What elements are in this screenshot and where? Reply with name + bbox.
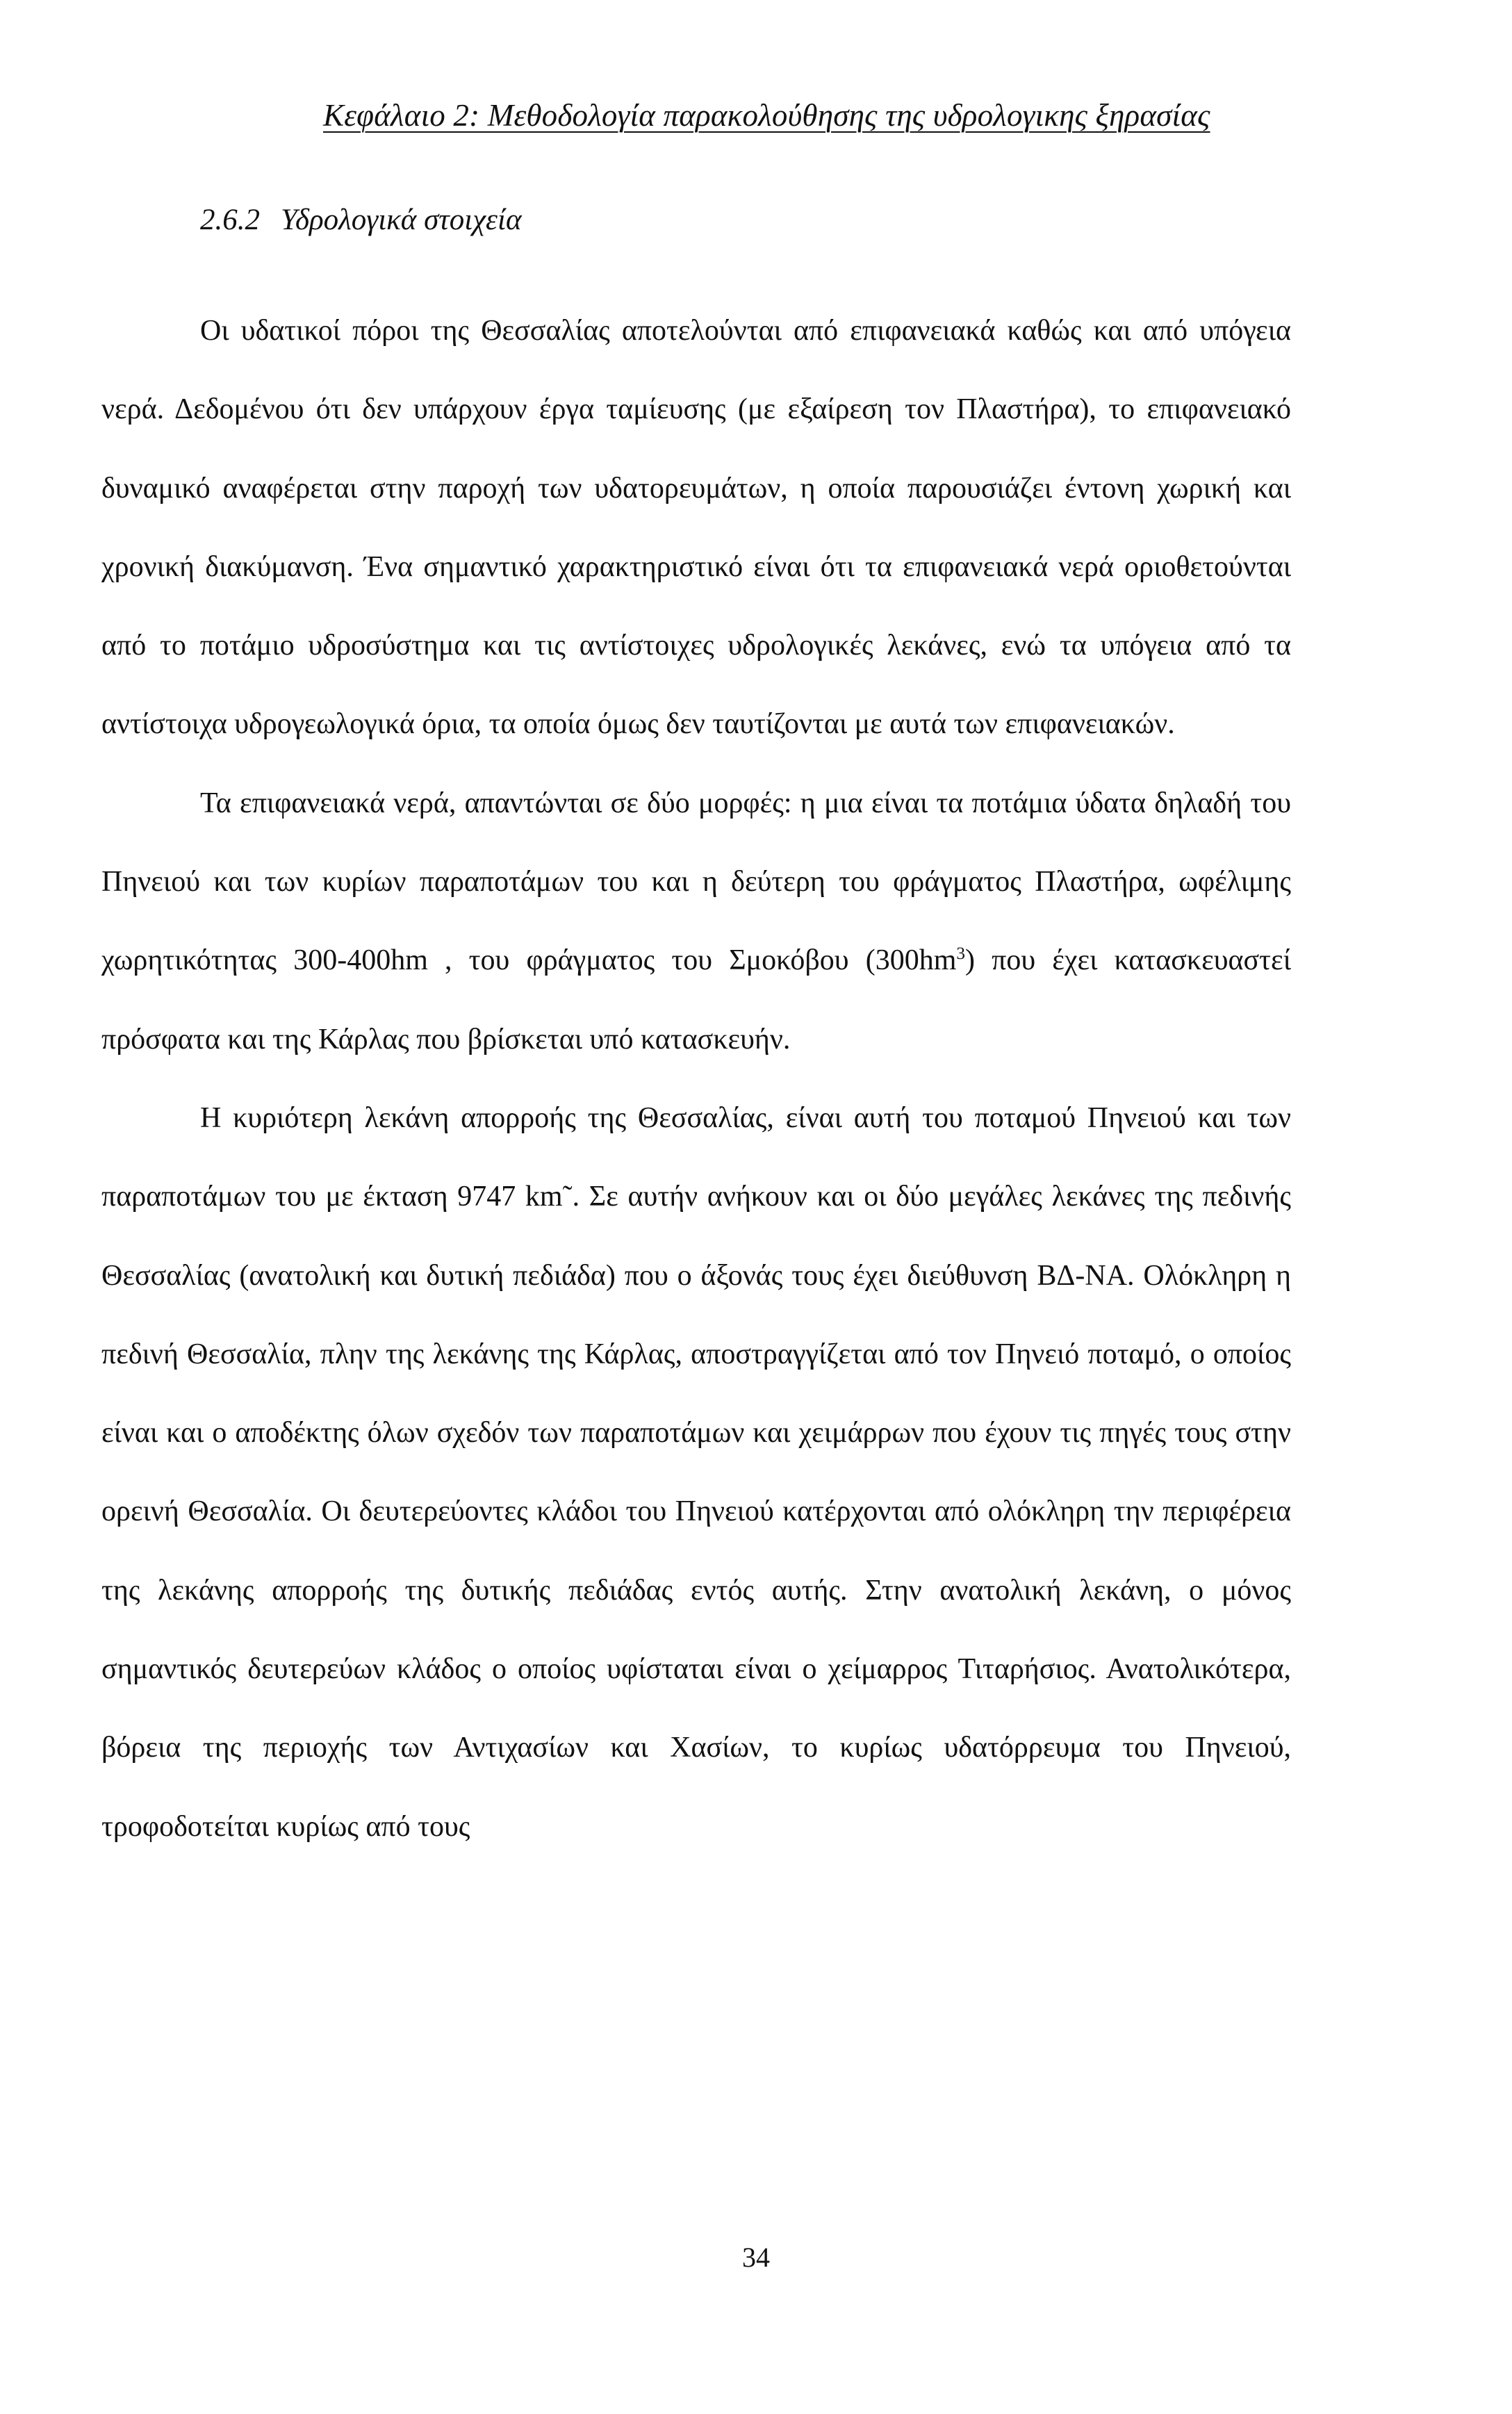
chapter-header: Κεφάλαιο 2: Μεθοδολογία παρακολούθησης της υδρολογικης ξηρασίας	[323, 98, 1210, 133]
page-number: 34	[742, 2242, 770, 2273]
section-number: 2.6.2	[200, 204, 260, 236]
section-heading	[200, 203, 522, 237]
paragraph-water-resources: Οι υδατικοί πόροι της Θεσσαλίας αποτελούνται από επιφανειακά καθώς και από υπόγεια νερά. Δεδομένου ότι δεν υπάρχουν έργα ταμίευσης (με εξαίρεση τον Πλαστήρα), το επιφανειακό δυναμικό αναφέρεται στην παροχή των υδατορευμάτων, η οποία παρουσιάζει έντονη χωρική και χρονική διακύμανση. Ένα σημαντικό χαρακτηριστικό είναι ότι τα επιφανειακά νερά οριοθετούνται από το ποτάμιο υδροσύστημα και τις αντίστοιχες υδρολογικές λεκάνες, ενώ τα υπόγεια από τα αντίστοιχα υδρογεωλογικά όρια, τα οποία όμως δεν ταυτίζονται με αυτά των επιφανειακών.	[101, 315, 1291, 741]
section-title: Υδρολογικά στοιχεία	[281, 204, 522, 236]
superscript: 3	[956, 944, 965, 964]
paragraph-drainage-basin: Η κυριότερη λεκάνη απορροής της Θεσσαλίας, είναι αυτή του ποταμού Πηνειού και των παραποτάμων του με έκταση 9747 km˜. Σε αυτήν ανήκουν και οι δύο μεγάλες λεκάνες της πεδινής Θεσσαλίας (ανατολική και δυτική πεδιάδα) που ο άξονάς τους έχει διεύθυνση ΒΔ-ΝΑ. Ολόκληρη η πεδινή Θεσσαλία, πλην της λεκάνης της Κάρλας, αποστραγγίζεται από τον Πηνειό ποταμό, ο οποίος είναι και ο αποδέκτης όλων σχεδόν των παραποτάμων και χειμάρρων που έχουν τις πηγές τους στην ορεινή Θεσσαλία. Οι δευτερεύοντες κλάδοι του Πηνειού κατέρχονται από ολόκληρη την περιφέρεια της λεκάνης απορροής της δυτικής πεδιάδας εντός αυτής. Στην ανατολική λεκάνη, ο μόνος σημαντικός δευτερεύων κλάδος ο οποίος υφίσταται είναι ο χείμαρρος Τιταρήσιος. Ανατολικότερα, βόρεια της περιοχής των Αντιχασίων και Χασίων, το κυρίως υδατόρρευμα του Πηνειού, τροφοδοτείται κυρίως από τους	[101, 1101, 1291, 1843]
body-text	[101, 292, 1291, 1866]
paragraph-text: Τα επιφανειακά νερά, απαντώνται σε δύο μορφές: η μια είναι τα ποτάμια ύδατα δηλαδή του Πηνειού και των κυρίων παραποτάμων του και η δεύτερη του φράγματος Πλαστήρα, ωφέλιμης χωρητικότητας 300-400hm , του φράγματος του Σμοκόβου (300hm	[101, 787, 1291, 977]
paragraph-text: ) που έχει κατασκευαστεί πρόσφατα και της Κάρλας που βρίσκεται υπό κατασκευήν.	[101, 944, 1291, 1056]
paragraph-surface-waters	[101, 764, 1291, 1079]
